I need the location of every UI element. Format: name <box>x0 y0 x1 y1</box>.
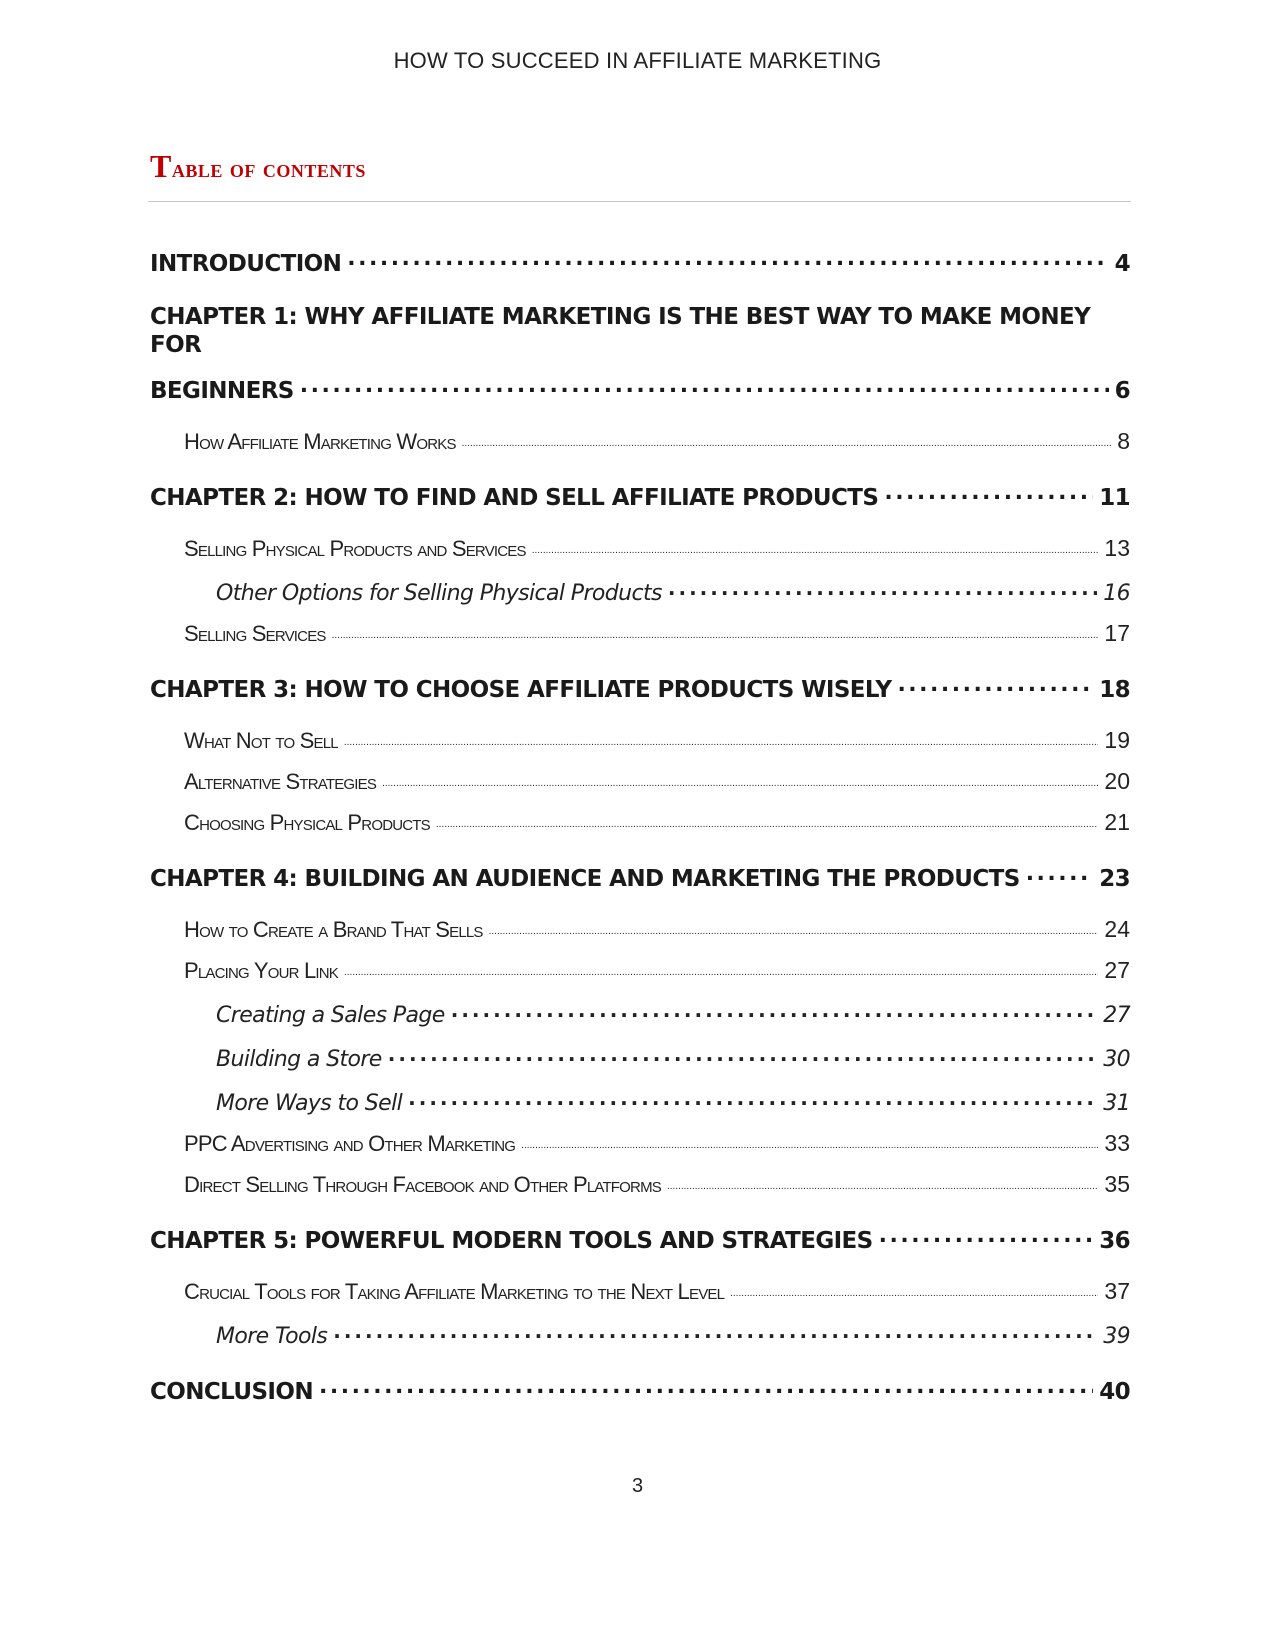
toc-entry-section[interactable] <box>150 768 1130 795</box>
toc-entry-page: 24 <box>1104 916 1130 942</box>
table-of-contents <box>150 245 1130 1405</box>
dot-leader <box>879 1222 1094 1248</box>
toc-entry-page: 16 <box>1103 581 1130 606</box>
page-number: 3 <box>631 1475 644 1497</box>
toc-entry-subsection[interactable] <box>150 576 1130 606</box>
dot-leader <box>667 1172 1098 1192</box>
toc-entry-section[interactable] <box>150 809 1130 836</box>
dot-leader <box>730 1279 1098 1299</box>
dot-leader <box>300 372 1109 398</box>
toc-entry-page: 31 <box>1103 1091 1130 1116</box>
toc-entry-label: PPC Advertising and Other Marketing <box>184 1131 516 1156</box>
toc-entry-page: 39 <box>1103 1324 1130 1349</box>
toc-entry-page: 11 <box>1099 485 1130 511</box>
toc-title-initial: T <box>150 148 172 184</box>
toc-entry-subsection[interactable] <box>150 1042 1130 1072</box>
toc-entry-page: 18 <box>1099 677 1130 703</box>
toc-entry-label: BEGINNERS <box>150 378 294 404</box>
toc-entry-chapter-4[interactable] <box>150 860 1130 892</box>
toc-entry-page: 19 <box>1104 727 1130 753</box>
toc-entry-label: CHAPTER 3: HOW TO CHOOSE AFFILIATE PRODUCTS WISELY <box>150 677 892 703</box>
toc-entry-label: Choosing Physical Products <box>184 810 430 835</box>
toc-entry-page: 17 <box>1104 620 1130 646</box>
toc-entry-page: 35 <box>1104 1171 1130 1197</box>
toc-entry-page: 27 <box>1103 1003 1130 1028</box>
toc-entry-conclusion[interactable] <box>150 1373 1130 1405</box>
toc-title <box>150 148 366 185</box>
toc-entry-chapter-1-line1[interactable]: CHAPTER 1: WHY AFFILIATE MARKETING IS THE BEST WAY TO MAKE MONEY FOR <box>150 304 1091 358</box>
toc-entry-section[interactable] <box>150 620 1130 647</box>
dot-leader <box>897 671 1093 697</box>
dot-leader <box>388 1042 1097 1066</box>
toc-entry-page: 33 <box>1104 1130 1130 1156</box>
toc-entry-page: 27 <box>1104 957 1130 983</box>
running-header: HOW TO SUCCEED IN AFFILIATE MARKETING <box>393 48 882 73</box>
toc-entry-label: Selling Physical Products and Services <box>184 536 526 561</box>
toc-entry-section[interactable] <box>150 428 1130 455</box>
title-divider <box>148 201 1131 202</box>
toc-entry-label: CONCLUSION <box>150 1379 313 1405</box>
toc-entry-subsection[interactable] <box>150 998 1130 1028</box>
toc-entry-label: What Not to Sell <box>184 728 338 753</box>
toc-entry-page: 36 <box>1099 1228 1130 1254</box>
dot-leader <box>344 958 1098 978</box>
toc-entry-page: 20 <box>1104 768 1130 794</box>
toc-entry-page: 8 <box>1117 428 1130 454</box>
dot-leader <box>884 479 1093 505</box>
toc-entry-page: 21 <box>1104 809 1130 835</box>
toc-title-rest: able of contents <box>171 154 366 183</box>
dot-leader <box>333 1319 1097 1343</box>
toc-entry-section[interactable] <box>150 727 1130 754</box>
toc-entry-subsection[interactable] <box>150 1319 1130 1349</box>
toc-entry-label: More Tools <box>216 1324 328 1349</box>
dot-leader <box>408 1086 1097 1110</box>
toc-entry-section[interactable] <box>150 1130 1130 1157</box>
toc-entry-section[interactable] <box>150 1171 1130 1198</box>
toc-entry-page: 13 <box>1104 535 1130 561</box>
toc-entry-section[interactable] <box>150 916 1130 943</box>
toc-entry-introduction[interactable] <box>150 245 1130 277</box>
dot-leader <box>532 536 1099 556</box>
toc-entry-label: Crucial Tools for Taking Affiliate Marketing to the Next Level <box>184 1279 725 1304</box>
toc-entry-page: 40 <box>1099 1379 1130 1405</box>
dot-leader <box>347 245 1108 271</box>
toc-entry-label: Alternative Strategies <box>184 769 377 794</box>
dot-leader <box>344 728 1099 748</box>
toc-entry-section[interactable] <box>150 957 1130 984</box>
toc-entry-page: 23 <box>1099 866 1130 892</box>
toc-entry-page: 6 <box>1114 378 1130 404</box>
toc-entry-section[interactable] <box>150 535 1130 562</box>
toc-entry-chapter-2[interactable] <box>150 479 1130 511</box>
toc-entry-chapter-1[interactable] <box>150 372 1130 404</box>
toc-entry-section[interactable] <box>150 1278 1130 1305</box>
toc-entry-label: INTRODUCTION <box>150 251 342 277</box>
toc-entry-page: 4 <box>1114 251 1130 277</box>
toc-entry-label: CHAPTER 2: HOW TO FIND AND SELL AFFILIATE PRODUCTS <box>150 485 879 511</box>
toc-entry-label: More Ways to Sell <box>216 1091 403 1116</box>
dot-leader <box>462 429 1112 449</box>
toc-entry-label: Building a Store <box>216 1047 382 1072</box>
dot-leader <box>451 998 1097 1022</box>
toc-entry-label: CHAPTER 5: POWERFUL MODERN TOOLS AND STRATEGIES <box>150 1228 873 1254</box>
toc-entry-label: CHAPTER 4: BUILDING AN AUDIENCE AND MARKETING THE PRODUCTS <box>150 866 1020 892</box>
dot-leader <box>489 917 1099 937</box>
toc-entry-label: Direct Selling Through Facebook and Other Platforms <box>184 1172 661 1197</box>
toc-entry-label: Selling Services <box>184 621 326 646</box>
toc-entry-label: Placing Your Link <box>184 958 338 983</box>
dot-leader <box>1026 860 1093 886</box>
dot-leader <box>319 1373 1093 1399</box>
toc-entry-page: 37 <box>1104 1278 1130 1304</box>
toc-entry-label: How Affiliate Marketing Works <box>184 429 456 454</box>
dot-leader <box>521 1131 1098 1151</box>
toc-entry-label: Other Options for Selling Physical Products <box>216 581 662 606</box>
dot-leader <box>382 769 1098 789</box>
toc-entry-page: 30 <box>1103 1047 1130 1072</box>
toc-entry-chapter-3[interactable] <box>150 671 1130 703</box>
dot-leader <box>436 810 1099 830</box>
dot-leader <box>332 621 1099 641</box>
dot-leader <box>668 576 1097 600</box>
toc-entry-chapter-5[interactable] <box>150 1222 1130 1254</box>
toc-entry-label: Creating a Sales Page <box>216 1003 445 1028</box>
toc-entry-subsection[interactable] <box>150 1086 1130 1116</box>
toc-entry-label: How to Create a Brand That Sells <box>184 917 483 942</box>
